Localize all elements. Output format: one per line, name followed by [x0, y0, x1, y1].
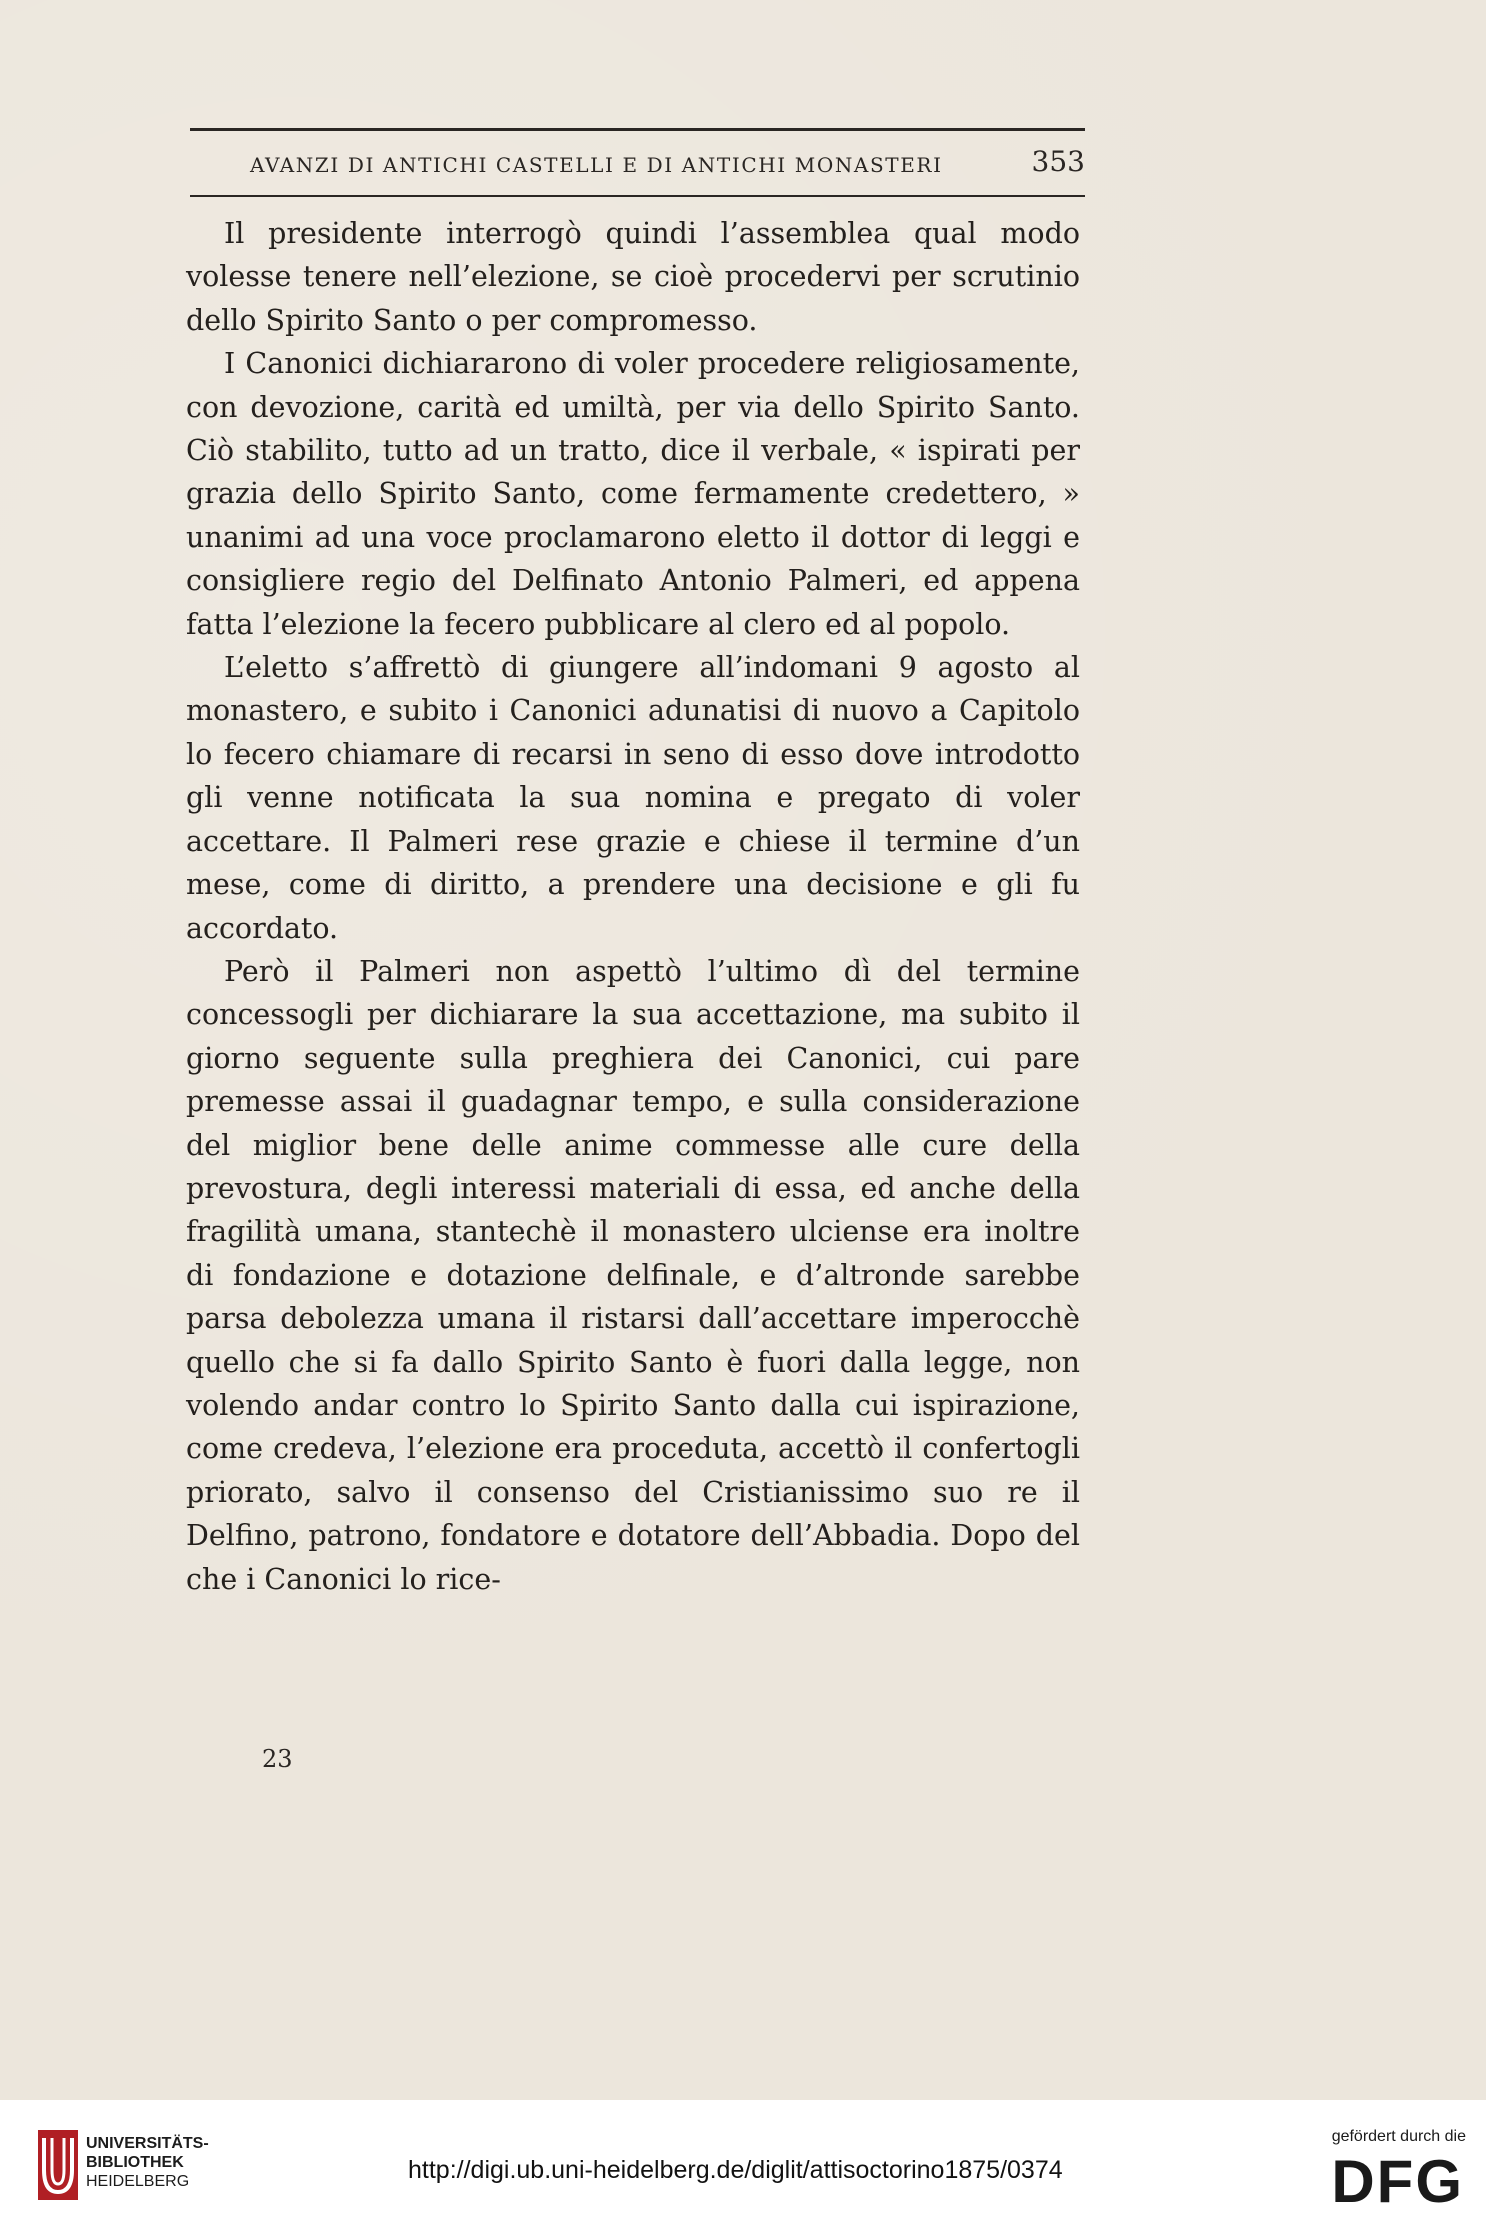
header-rule-bottom [190, 195, 1085, 197]
page-number: 353 [1031, 145, 1085, 178]
document-url-link[interactable]: http://digi.ub.uni-heidelberg.de/diglit/attisoctorino1875/0374 [408, 2156, 1063, 2184]
library-name-line: HEIDELBERG [86, 2173, 190, 2190]
paragraph: Il presidente interrogò quindi l’assemblea qual modo volesse tenere nell’elezione, se cioè procedervi per scrutinio dello Spirito Santo o per compromesso. [186, 217, 1080, 337]
paragraph: Però il Palmeri non aspettò l’ultimo dì del termine concessogli per dichiarare la sua accettazione, ma subito il giorno seguente sulla preghiera dei Canonici, cui pare premesse assai il guadagnar tempo, e sulla considerazione del miglior bene delle anime commesse alle cure della prevostura, degli interessi materiali di essa, ed anche della fragilità umana, stantechè il monastero ulciense era inoltre di fondazione e dotazione delfinale, e d’altronde sarebbe parsa debolezza umana il ristarsi dall’accettare imperocchè quello che si fa dallo Spirito Santo è fuori dalla legge, non volendo andar contro lo Spirito Santo dalla cui ispirazione, come credeva, l’elezione era proceduta, accettò il confertogli priorato, salvo il consenso del Cristianissimo suo re il Delfino, patrono, fondatore e dotatore dell’Abbadia. Dopo del che i Canonici lo rice- [186, 954, 1080, 1596]
running-head [190, 145, 1085, 185]
library-logo-icon [38, 2130, 78, 2200]
library-name-line: BIBLIOTHEK [86, 2154, 184, 2171]
funding-caption: gefördert durch die [1331, 2128, 1466, 2145]
paragraph: I Canonici dichiararono di voler procedere religiosamente, con devozione, carità ed umiltà, per via dello Spirito Santo. Ciò stabilito, tutto ad un tratto, dice il verbale, « ispirati per grazia dello Spirito Santo, come fermamente credettero, » unanimi ad una voce proclamarono eletto il dottor di leggi e consigliere regio del Delfinato Antonio Palmeri, ed appena fatta l’elezione la fecero pubblicare al clero ed al popolo. [186, 347, 1080, 641]
footer-bar [0, 2100, 1486, 2227]
running-title: AVANZI DI ANTICHI CASTELLI E DI ANTICHI MONASTERI [250, 153, 943, 177]
paragraph: L’eletto s’affrettò di giungere all’indomani 9 agosto al monastero, e subito i Canonici adunatisi di nuovo a Capitolo lo fecero chiamare di recarsi in seno di esso dove introdotto gli venne notificata la sua nomina e pregato di voler accettare. Il Palmeri rese grazie e chiese il termine d’un mese, come di diritto, a prendere una decisione e gli fu accordato. [186, 651, 1080, 945]
dfg-logo: DFG [1331, 2148, 1464, 2215]
body-text [186, 212, 1080, 1601]
library-logo-text [86, 2134, 209, 2191]
signature-mark: 23 [262, 1745, 293, 1773]
header-rule-top [190, 128, 1085, 131]
library-name-line: UNIVERSITÄTS- [86, 2135, 209, 2152]
